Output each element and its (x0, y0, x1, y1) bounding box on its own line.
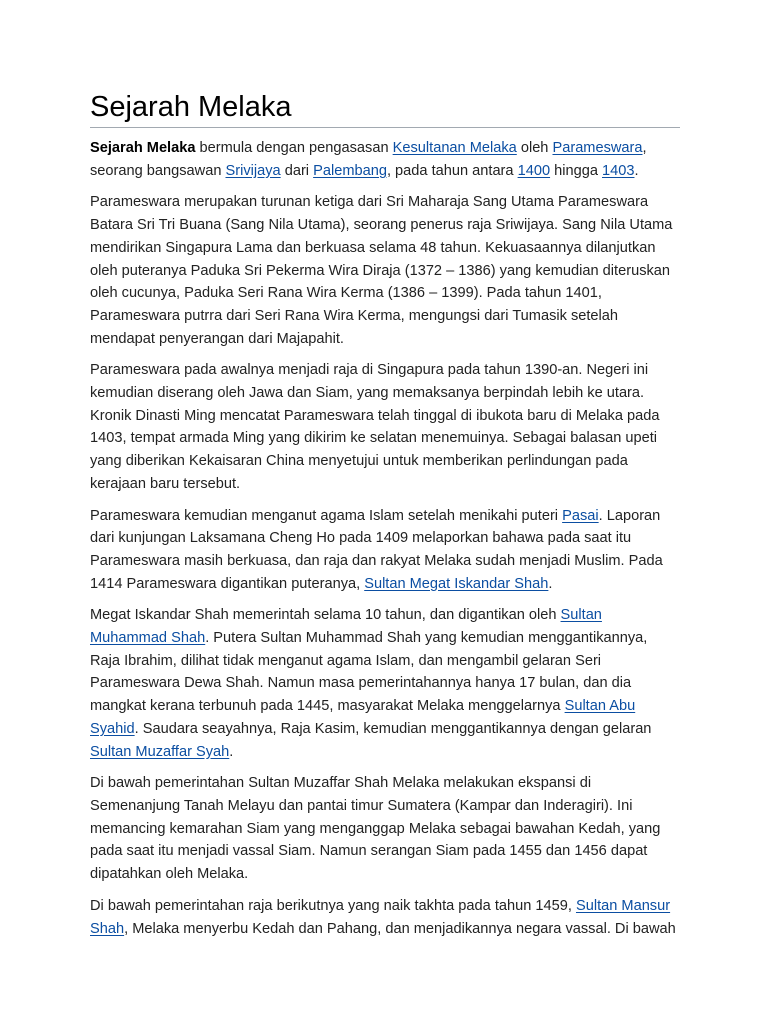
link-sultan-muzaffar-syah[interactable]: Sultan Muzaffar Syah (90, 743, 230, 760)
paragraph-4: Parameswara kemudian menganut agama Islam setelah menikahi puteri Pasai. Laporan dari kunjungan Laksamana Cheng Ho pada 1409 melaporkan bahawa pada saat itu Parameswara masih berkuasa, dan raja dan rakyat Melaka sudah menjadi Muslim. Pada 1414 Parameswara digantikan puteranya, Sultan Megat Iskandar Shah. (90, 507, 663, 592)
paragraph-2: Parameswara merupakan turunan ketiga dari Sri Maharaja Sang Utama Parameswara Batara Sri Tri Buana (Sang Nila Utama), seorang penerus raja Sriwijaya. Sang Nila Utama mendirikan Singapura Lama dan berkuasa selama 48 tahun. Kekuasaannya dilanjutkan oleh puteranya Paduka Sri Pekerma Wira Diraja (1372 – 1386) yang kemudian diteruskan oleh cucunya, Paduka Seri Rana Wira Kerma (1386 – 1399). Pada tahun 1401, Parameswara putrra dari Seri Rana Wira Kerma, mengungsi dari Tumasik setelah mendapat penyerangan dari Majapahit. (90, 194, 673, 347)
link-sultan-muhammad-shah[interactable]: Sultan Muhammad Shah (90, 607, 602, 647)
link-srivijaya[interactable]: Srivijaya (225, 162, 281, 179)
link-parameswara[interactable]: Parameswara (552, 140, 643, 156)
paragraph-3: Parameswara pada awalnya menjadi raja di Singapura pada tahun 1390-an. Negeri ini kemudian diserang oleh Jawa dan Siam, yang memaksanya berpindah lebih ke utara. Kronik Dinasti Ming mencatat Parameswara telah tinggal di ibukota baru di Melaka pada 1403, tempat armada Ming yang dikirim ke selatan menemuinya. Sebagai balasan upeti yang diberikan Kekaisaran China menyetujui untuk memberikan perlindungan pada kerajaan baru tersebut. (90, 362, 660, 492)
link-sultan-abu-syahid[interactable]: Sultan Abu Syahid (90, 698, 636, 737)
page-title: Sejarah Melaka (90, 88, 680, 128)
paragraph-1: Sejarah Melaka bermula dengan pengasasan Kesultanan Melaka oleh Parameswara, seorang bangsawan Srivijaya dari Palembang, pada tahun antara 1400 hingga 1403. (90, 140, 647, 179)
link-pasai[interactable]: Pasai (562, 507, 599, 524)
link-palembang[interactable]: Palembang (313, 162, 387, 179)
link-sultan-megat-iskandar-shah[interactable]: Sultan Megat Iskandar Shah (364, 575, 549, 592)
link-1403[interactable]: 1403 (602, 162, 635, 179)
link-sultan-mansur-shah[interactable]: Sultan Mansur Shah (90, 897, 671, 937)
link-1400[interactable]: 1400 (517, 162, 551, 179)
paragraph-6: Di bawah pemerintahan Sultan Muzaffar Shah Melaka melakukan ekspansi di Semenanjung Tanah Melayu dan pantai timur Sumatera (Kampar dan Inderagiri). Ini memancing kemarahan Siam yang menganggap Melaka sebagai bawahan Kedah, yang pada saat itu menjadi vassal Siam. Namun serangan Siam pada 1455 dan 1456 dapat dipatahkan oleh Melaka. (90, 775, 661, 883)
link-kesultanan-melaka[interactable]: Kesultanan Melaka (392, 140, 517, 156)
paragraph-7: Di bawah pemerintahan raja berikutnya yang naik takhta pada tahun 1459, Sultan Mansur Shah, Melaka menyerbu Kedah dan Pahang, dan menjadikannya negara vassal. Di bawah (90, 897, 676, 937)
paragraph-5: Megat Iskandar Shah memerintah selama 10 tahun, dan digantikan oleh Sultan Muhammad Shah. Putera Sultan Muhammad Shah yang kemudian menggantikannya, Raja Ibrahim, dilihat tidak menganut agama Islam, dan mengambil gelaran Seri Parameswara Dewa Shah. Namun masa pemerintahannya hanya 17 bulan, dan dia mangkat kerana terbunuh pada 1445, masyarakat Melaka menggelarnya Sultan Abu Syahid. Saudara seayahnya, Raja Kasim, kemudian menggantikannya dengan gelaran Sultan Muzaffar Syah. (90, 607, 652, 760)
bold-term: Sejarah Melaka (90, 140, 196, 156)
